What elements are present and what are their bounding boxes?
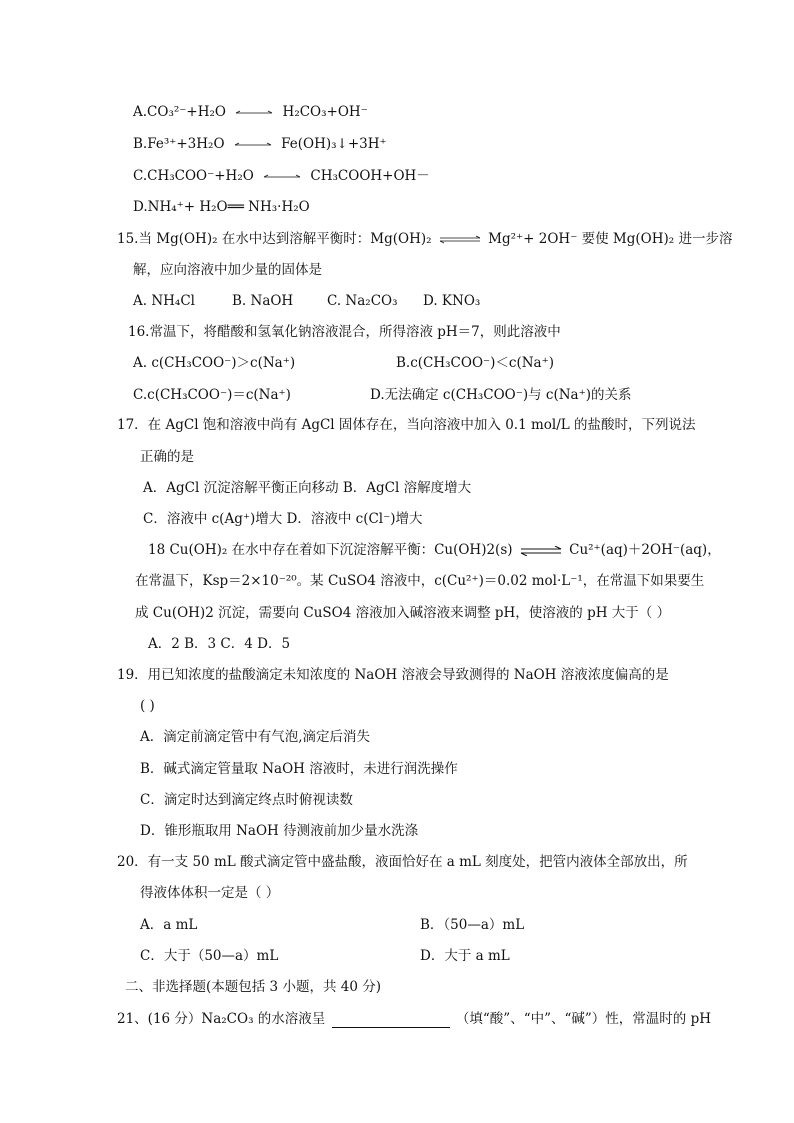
q20-option-d: D．大于 a mL	[420, 948, 510, 964]
q16-option-a: A. c(CH₃COO⁻)＞c(Na⁺)	[133, 355, 296, 371]
q18-stem-part2: Cu²⁺(aq)＋2OH⁻(aq)，	[569, 542, 721, 558]
q18-stem-line1	[148, 541, 721, 559]
q14-option-b-left: B.Fe³⁺+3H₂O	[133, 136, 225, 152]
q14-option-a-left: A.CO₃²⁻+H₂O	[133, 104, 226, 120]
q19-stem-line1: 19．用已知浓度的盐酸滴定未知浓度的 NaOH 溶液会导致测得的 NaOH 溶液浓度偏高的是	[117, 667, 669, 683]
q16-option-d: D.无法确定 c(CH₃COO⁻)与 c(Na⁺)的关系	[370, 387, 632, 403]
q15-option-b: B. NaOH	[232, 293, 294, 309]
q21-stem-part2: （填“酸”、“中”、“碱”）性，常温时的 pH	[455, 1011, 712, 1027]
q18-options: A．2 B．3 C．4 D．5	[148, 636, 291, 652]
reversible-arrow-icon	[234, 108, 274, 118]
reversible-arrow-icon	[233, 140, 273, 150]
answer-blank[interactable]	[332, 1013, 450, 1028]
q18-stem-part1: 18 Cu(OH)₂ 在水中存在着如下沉淀溶解平衡：Cu(OH)2(s)	[148, 542, 513, 558]
q16-option-b: B.c(CH₃COO⁻)＜c(Na⁺)	[396, 355, 554, 371]
q19-option-c: C．滴定时达到滴定终点时俯视读数	[140, 792, 353, 808]
section-heading: 二、非选择题(本题包括 3 小题，共 40 分)	[125, 979, 381, 995]
q14-option-a	[133, 103, 368, 121]
q19-option-a: A．滴定前滴定管中有气泡,滴定后消失	[140, 729, 371, 745]
q14-option-a-right: H₂CO₃+OH⁻	[282, 104, 368, 120]
q15-stem-line2: 解，应向溶液中加少量的固体是	[133, 262, 322, 278]
q14-option-c-left: C.CH₃COO⁻+H₂O	[133, 168, 254, 184]
q17-options-ab: A．AgCl 沉淀溶解平衡正向移动 B．AgCl 溶解度增大	[143, 480, 472, 496]
q21-stem-part1: 21、(16 分）Na₂CO₃ 的水溶液呈	[117, 1011, 326, 1027]
q14-option-c	[133, 167, 430, 185]
q17-options-cd: C．溶液中 c(Ag⁺)增大 D．溶液中 c(Cl⁻)增大	[143, 511, 423, 527]
q20-option-a: A．a mL	[140, 917, 198, 933]
q17-stem-line1: 17．在 AgCl 饱和溶液中尚有 AgCl 固体存在，当向溶液中加入 0.1 mol/L 的盐酸时，下列说法	[117, 417, 696, 433]
q17-stem-line2: 正确的是	[140, 449, 194, 465]
q14-option-c-right: CH₃COOH+OH－	[310, 168, 430, 184]
q15-option-c: C. Na₂CO₃	[327, 293, 398, 309]
q21-stem	[117, 1010, 711, 1028]
q19-option-b: B．碱式滴定管量取 NaOH 溶液时，未进行润洗操作	[140, 761, 458, 777]
q19-option-d: D．锥形瓶取用 NaOH 待测液前加少量水洗涤	[140, 823, 419, 839]
q18-stem-line3: 成 Cu(OH)2 沉淀，需要向 CuSO4 溶液加入碱溶液来调整 pH，使溶液的 pH 大于（ ）	[135, 605, 671, 621]
q15-option-d: D. KNO₃	[423, 293, 481, 309]
q15-stem-line1	[117, 230, 732, 248]
q20-stem-line1: 20．有一支 50 mL 酸式滴定管中盛盐酸，液面恰好在 a mL 刻度处，把管内液体全部放出，所	[117, 854, 688, 870]
q14-option-d: D.NH₄⁺+ H₂O══ NH₃·H₂O	[133, 199, 310, 215]
reversible-arrow-icon	[262, 172, 302, 182]
q20-option-c: C．大于（50—a）mL	[140, 948, 279, 964]
q16-stem: 16.常温下，将醋酸和氢氧化钠溶液混合，所得溶液 pH＝7，则此溶液中	[128, 324, 561, 340]
q16-option-c: C.c(CH₃COO⁻)＝c(Na⁺)	[133, 387, 291, 403]
q14-option-b	[133, 135, 387, 153]
q19-stem-line2: ( )	[140, 698, 155, 714]
q14-option-b-right: Fe(OH)₃↓+3H⁺	[281, 136, 387, 152]
q15-stem-part2: Mg²⁺+ 2OH⁻ 要使 Mg(OH)₂ 进一步溶	[488, 231, 733, 247]
equilibrium-arrow-icon	[519, 546, 563, 556]
q15-stem-part1: 15.当 Mg(OH)₂ 在水中达到溶解平衡时：Mg(OH)₂	[117, 231, 432, 247]
equilibrium-arrow-icon	[438, 235, 482, 245]
q20-stem-line2: 得液体体积一定是（ ）	[140, 885, 280, 901]
q18-stem-line2: 在常温下，Ksp＝2×10⁻²⁰。某 CuSO4 溶液中，c(Cu²⁺)＝0.02 mol·L⁻¹，在常温下如果要生	[135, 573, 705, 589]
q15-option-a: A. NH₄Cl	[133, 293, 195, 309]
q20-option-b: B．（50—a）mL	[420, 917, 525, 933]
